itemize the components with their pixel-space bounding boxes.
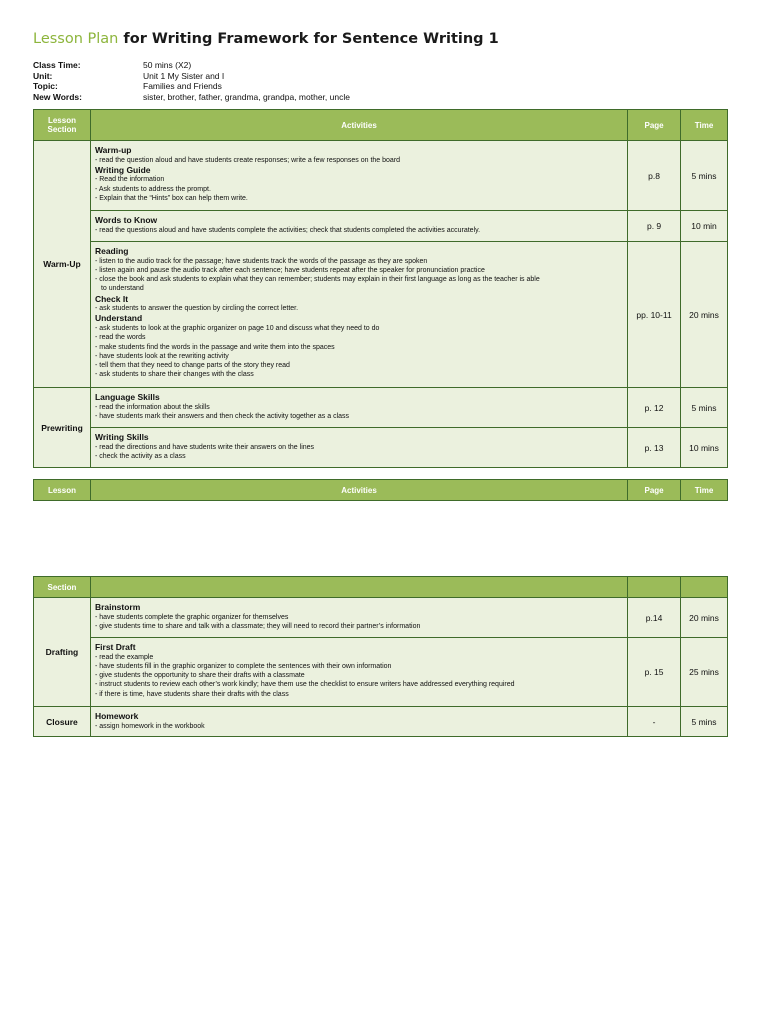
header-lesson-section xyxy=(34,110,91,141)
activity-heading: Warm-up xyxy=(94,145,132,155)
document-title xyxy=(33,31,499,47)
activity-cell xyxy=(90,141,627,211)
time-cell: 10 min xyxy=(681,211,728,242)
time-cell: 10 mins xyxy=(681,428,728,468)
activity-cell xyxy=(90,211,627,242)
lesson-table-continued-header xyxy=(33,479,728,501)
activity-line: - Explain that the “Hints” box can help them write. xyxy=(94,194,248,202)
activity-heading: Homework xyxy=(94,711,139,721)
page-cell: - xyxy=(628,707,681,737)
activity-line: - Ask students to address the prompt. xyxy=(94,185,211,193)
activity-heading: Writing Guide xyxy=(94,164,151,175)
meta-label: Class Time: xyxy=(33,60,81,70)
header-lesson: Lesson xyxy=(34,480,91,501)
activity-line: - make students find the words in the passage and write them into the spaces xyxy=(94,343,335,351)
activity-heading: Check It xyxy=(94,293,129,304)
section-cell-prewriting: Prewriting xyxy=(34,388,91,468)
table-header-row xyxy=(34,110,728,141)
header-activities: Activities xyxy=(90,110,627,141)
header-page: Page xyxy=(628,110,681,141)
meta-unit xyxy=(33,71,350,82)
activity-line: - have students complete the graphic organizer for themselves xyxy=(94,613,289,621)
activity-line: - tell them that they need to change parts of the story they read xyxy=(94,362,290,370)
table-row xyxy=(34,211,728,242)
activity-cell xyxy=(90,428,627,468)
activity-cell xyxy=(90,388,627,428)
time-cell: 5 mins xyxy=(681,141,728,211)
activity-line: - ask students to share their changes with the class xyxy=(94,371,254,379)
table-row xyxy=(34,707,728,737)
meta-value: Families and Friends xyxy=(143,81,222,91)
header-time: Time xyxy=(681,480,728,501)
meta-value: Unit 1 My Sister and I xyxy=(143,70,225,81)
activity-line: - have students mark their answers and then check the activity together as a class xyxy=(94,412,350,420)
time-cell: 25 mins xyxy=(681,638,728,707)
page-cell: p. 12 xyxy=(628,388,681,428)
activity-line: - have students look at the rewriting activity xyxy=(94,352,229,360)
section-cell-closure: Closure xyxy=(34,707,91,737)
header-activities: Activities xyxy=(90,480,627,501)
activity-cell xyxy=(90,638,627,707)
table-row xyxy=(34,141,728,211)
time-cell: 20 mins xyxy=(681,598,728,638)
page-cell: p.14 xyxy=(628,598,681,638)
activity-heading: Reading xyxy=(94,246,129,256)
table-row xyxy=(34,638,728,707)
header-section: Section xyxy=(47,125,77,134)
activity-line: - listen to the audio track for the passage; have students track the words of the passage as they are spoken xyxy=(94,257,428,265)
table-header-row xyxy=(34,480,728,501)
activity-heading: Writing Skills xyxy=(94,432,149,442)
title-rest: for Writing Framework for Sentence Writing 1 xyxy=(118,31,499,47)
activity-line: - read the information about the skills xyxy=(94,403,210,411)
table-row xyxy=(34,388,728,428)
time-cell: 20 mins xyxy=(681,242,728,388)
meta-label: New Words: xyxy=(33,91,82,102)
activity-heading: Brainstorm xyxy=(94,602,141,612)
activity-line: - read the question aloud and have students create responses; write a few responses on the board xyxy=(94,156,401,164)
activity-cell xyxy=(90,242,627,388)
title-accent: Lesson Plan xyxy=(33,31,119,47)
header-section: Section xyxy=(34,577,91,598)
header-time: Time xyxy=(681,110,728,141)
meta-class-time xyxy=(33,60,350,71)
time-cell: 5 mins xyxy=(681,388,728,428)
activity-line: - give students time to share and talk with a classmate; they will need to record their partner’s information xyxy=(94,622,421,630)
meta-value: 50 mins (X2) xyxy=(143,60,192,70)
activity-line: - give students the opportunity to share their drafts with a classmate xyxy=(94,672,305,680)
table-row xyxy=(34,242,728,388)
activity-line: - read the directions and have students write their answers on the lines xyxy=(94,443,315,451)
activity-line: - assign homework in the workbook xyxy=(94,722,205,730)
activity-heading: First Draft xyxy=(94,642,136,652)
header-lesson: Lesson xyxy=(47,116,76,125)
section-cell-warmup: Warm-Up xyxy=(34,141,91,388)
meta-value: sister, brother, father, grandma, grandpa, mother, uncle xyxy=(143,91,350,102)
activity-cell xyxy=(90,707,627,737)
page-cell: p. 15 xyxy=(628,638,681,707)
header-time-empty xyxy=(681,577,728,598)
activity-line: - listen again and pause the audio track after each sentence; have students repeat after the speaker for pronunciation practice xyxy=(94,266,485,274)
activity-line: - ask students to look at the graphic organizer on page 10 and discuss what they need to do xyxy=(94,324,380,332)
activity-line: - close the book and ask students to explain what they can remember; students may explain in their first language as long as the teacher is able xyxy=(94,276,540,284)
header-page: Page xyxy=(628,480,681,501)
activity-line: - check the activity as a class xyxy=(94,452,186,460)
activity-heading: Words to Know xyxy=(94,215,158,225)
meta-new-words xyxy=(33,92,350,103)
activity-line: - read the questions aloud and have students complete the activities; check that students completed the activities accurately. xyxy=(94,226,481,234)
header-activities-empty xyxy=(90,577,627,598)
meta-label: Topic: xyxy=(33,81,58,91)
page-cell: p.8 xyxy=(628,141,681,211)
table-row xyxy=(34,428,728,468)
lesson-meta xyxy=(33,60,350,102)
activity-line: - if there is time, have students share their drafts with the class xyxy=(94,690,289,698)
activity-line: - instruct students to review each other’s work kindly; have them use the checklist to ensure writers have addressed everything required xyxy=(94,681,515,689)
page-cell: pp. 10-11 xyxy=(628,242,681,388)
lesson-table-warmup-prewriting xyxy=(33,109,728,468)
activity-line: to understand xyxy=(100,285,144,293)
activity-line: - read the words xyxy=(94,334,146,342)
activity-line: - read the example xyxy=(94,653,154,661)
section-cell-drafting: Drafting xyxy=(34,598,91,707)
activity-cell xyxy=(90,598,627,638)
table-header-row xyxy=(34,577,728,598)
meta-topic xyxy=(33,81,350,92)
header-page-empty xyxy=(628,577,681,598)
activity-heading: Understand xyxy=(94,313,143,324)
activity-heading: Language Skills xyxy=(94,392,160,402)
table-row xyxy=(34,598,728,638)
time-cell: 5 mins xyxy=(681,707,728,737)
page-cell: p. 13 xyxy=(628,428,681,468)
page-cell: p. 9 xyxy=(628,211,681,242)
activity-line: - Read the information xyxy=(94,176,165,184)
lesson-table-drafting-closure xyxy=(33,576,728,737)
meta-label: Unit: xyxy=(33,70,53,81)
activity-line: - have students fill in the graphic organizer to complete the sentences with their own information xyxy=(94,662,392,670)
activity-line: - ask students to answer the question by circling the correct letter. xyxy=(94,305,299,313)
